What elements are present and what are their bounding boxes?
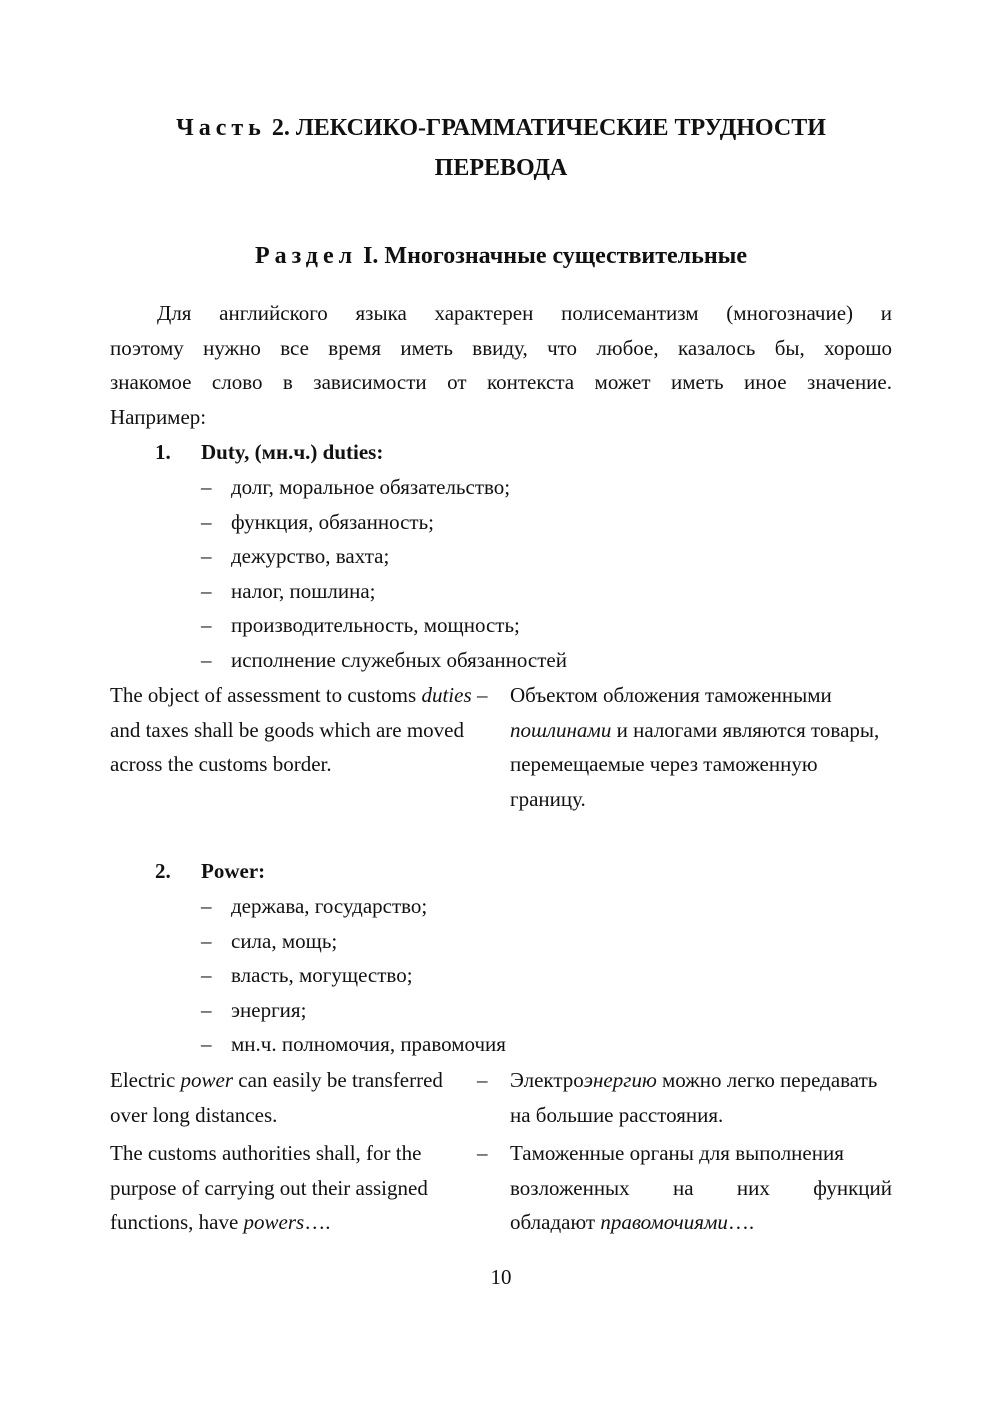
- page-number: 10: [490, 1265, 512, 1289]
- intro-line: поэтому нужно все время иметь ввиду, что любое, казалось бы, хорошо: [110, 335, 892, 360]
- example-russian: [510, 1136, 892, 1240]
- item-heading: [155, 854, 265, 889]
- meaning-item: – долг, моральное обязательство;: [201, 475, 511, 499]
- example-english: Electric power can easily be transferred over long distances.: [110, 1068, 443, 1127]
- example-russian-line: обладают правомочиями….: [510, 1210, 755, 1234]
- example-russian: Электроэнергию можно легко передавать на большие расстояния.: [510, 1068, 878, 1127]
- meaning-item: – сила, мощь;: [201, 928, 338, 953]
- section-label: Раздел: [254, 243, 358, 269]
- meaning-item: – власть, могущество;: [201, 963, 413, 987]
- example-dash: –: [477, 1068, 488, 1092]
- intro-line: знакомое слово в зависимости от контекста может иметь иное значение.: [110, 370, 892, 394]
- example-russian: Объектом обложения таможенными пошлинами и налогами являются товары, перемещаемые через таможенную границу.: [510, 683, 880, 811]
- meaning-item: – держава, государство;: [201, 894, 428, 918]
- example-russian-line: возложенных на них функций: [510, 1175, 892, 1200]
- meaning-item: – дежурство, вахта;: [201, 544, 390, 568]
- section-title: [110, 238, 892, 274]
- meanings-list: [201, 470, 567, 677]
- section-title-text: I. Многозначные существительные: [363, 243, 748, 269]
- example-russian-line: Таможенные органы для выполнения: [510, 1141, 844, 1165]
- example-dash: –: [477, 683, 488, 707]
- item-number: 1.: [155, 440, 171, 464]
- meaning-item: – мн.ч. полномочия, правомочия: [201, 1032, 506, 1056]
- part-title-text: 2. ЛЕКСИКО-ГРАММАТИЧЕСКИЕ ТРУДНОСТИ: [271, 115, 826, 141]
- meanings-list: [201, 889, 506, 1062]
- meaning-item: – производительность, мощность;: [201, 613, 520, 637]
- intro-line: Например:: [110, 404, 207, 429]
- part-title-line2: ПЕРЕВОДА: [434, 155, 568, 181]
- meaning-item: – исполнение служебных обязанностей: [201, 647, 567, 672]
- example-pair: [110, 1063, 892, 1133]
- intro-paragraph: [110, 296, 892, 434]
- part-title: [110, 108, 892, 188]
- item-heading-text: Power:: [201, 859, 266, 883]
- example-pair: [110, 1136, 892, 1241]
- meaning-item: – функция, обязанность;: [201, 509, 435, 534]
- intro-line: Для английского языка характерен полисемантизм (многозначие) и: [157, 301, 892, 325]
- example-dash: –: [477, 1141, 488, 1165]
- example-english: The object of assessment to customs duties and taxes shall be goods which are moved across the customs border.: [110, 683, 472, 776]
- part-label: Часть: [176, 115, 266, 141]
- meaning-item: – энергия;: [201, 997, 307, 1022]
- example-english: The customs authorities shall, for the purpose of carrying out their assigned functions, have powers….: [110, 1141, 428, 1234]
- item-number: 2.: [155, 859, 171, 883]
- example-pair: [110, 678, 892, 818]
- item-heading: [155, 435, 383, 470]
- meaning-item: – налог, пошлина;: [201, 578, 376, 603]
- item-heading-text: Duty, (мн.ч.) duties:: [201, 440, 384, 464]
